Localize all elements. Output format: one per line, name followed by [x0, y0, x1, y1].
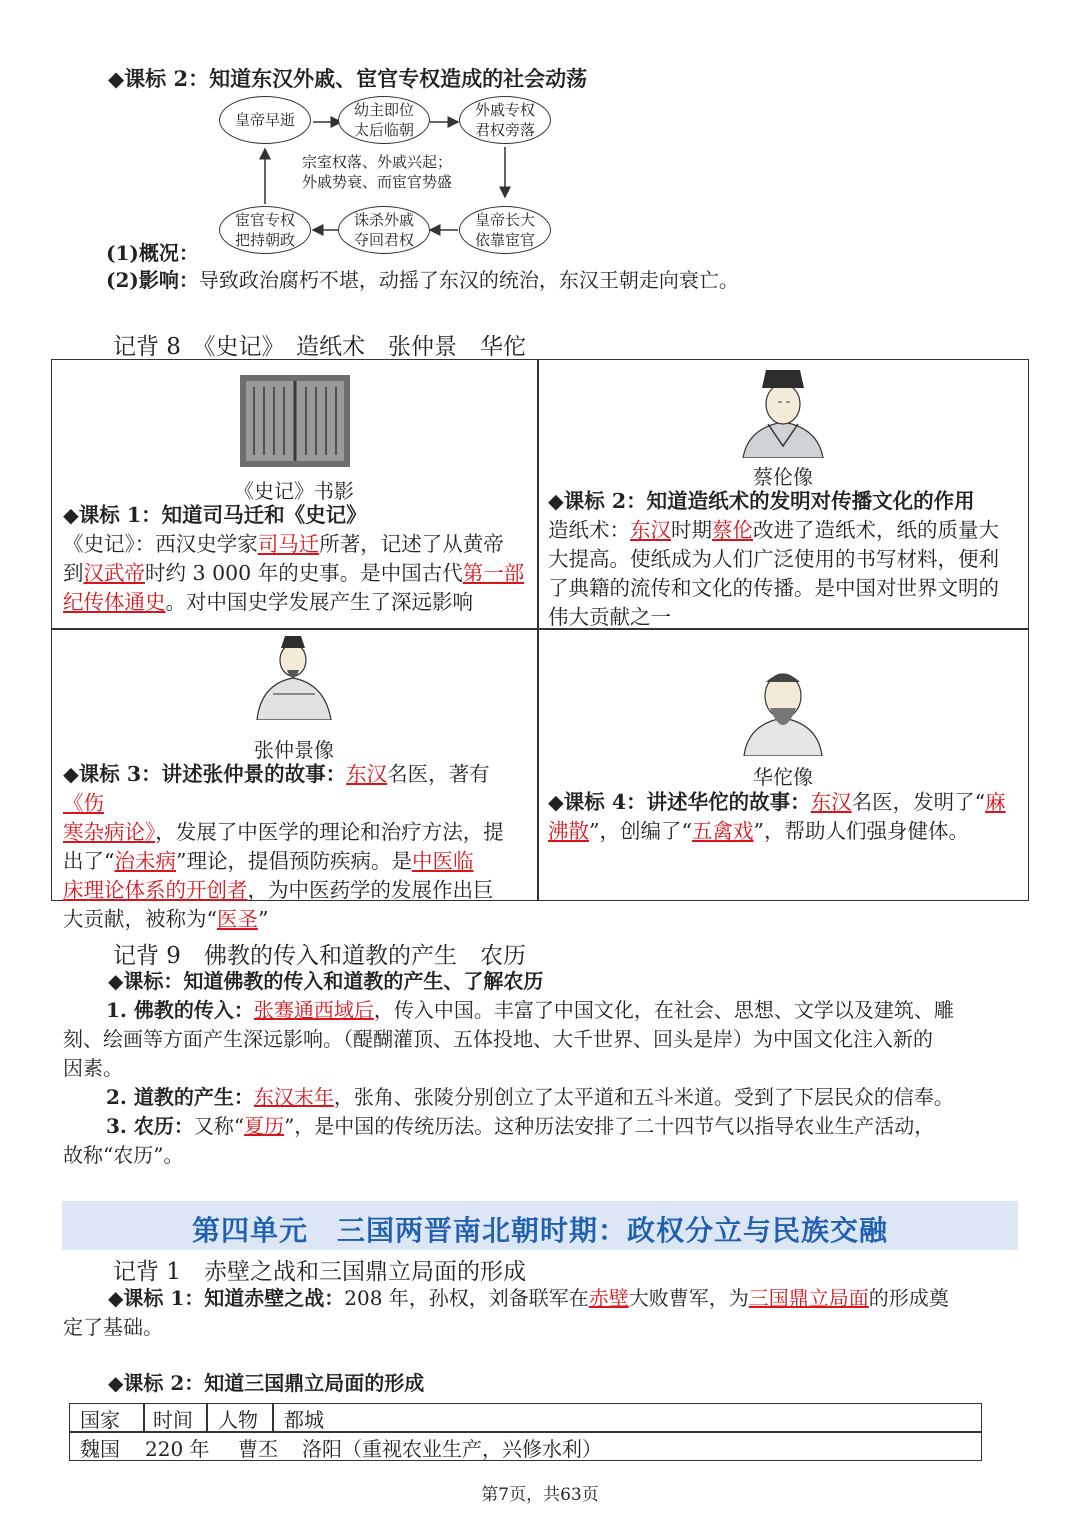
flow-node-eunuch-power: 宦官专权 把持朝政 — [219, 206, 311, 254]
flow-center-text: 宗室权落、外戚兴起； 外戚势衰、而宦官势盛 — [302, 153, 453, 191]
flow-node-emperor-dies: 皇帝早逝 — [219, 96, 311, 144]
table-cell-capital: 洛阳（重视农业生产，兴修水利） — [302, 1437, 602, 1461]
shiji-caption: 《史记》书影 — [234, 479, 354, 503]
memo9-body: 1. 佛教的传入：张骞通西域后，传入中国。丰富了中国文化，在社会、思想、文学以及建筑、雕 刻、绘画等方面产生深远影响。（醍醐灌顶、五体投地、大千世界、回头是岸）为中国文化注入新的 因素。 2. 道教的产生：东汉末年，张角、张陵分别创立了太平道和五斗米道。受到了下层民众的信奉。 3. 农历：又称“夏历”，是中国的传统历法。这种历法安排了二十四节气以指导农业生产活动， 故称“农历”。 — [63, 998, 954, 1167]
table-header-person: 人物 — [218, 1408, 258, 1432]
flow-node-kill-consorts: 诛杀外戚 夺回君权 — [338, 206, 430, 254]
unit4-k2-heading: ◆课标 2：知道三国鼎立局面的形成 — [108, 1371, 425, 1395]
table-header-time: 时间 — [153, 1408, 193, 1432]
flow-node-young-ruler: 幼主即位 太后临朝 — [338, 96, 430, 144]
flow-node-emperor-grows: 皇帝长大 依靠宦官 — [459, 206, 551, 254]
table-header-country: 国家 — [80, 1408, 120, 1432]
cell2-body: 造纸术：东汉时期蔡伦改进了造纸术，纸的质量大 大提高。使纸成为人们广泛使用的书写材料，便利 了典籍的流传和文化的传播。是中国对世界文明的 伟大贡献之一 — [548, 518, 999, 629]
page-footer: 第7页，共63页 — [481, 1485, 599, 1505]
impact-line: (2)影响：导致政治腐朽不堪，动摇了东汉的统治，东汉王朝走向衰亡。 — [106, 268, 739, 292]
zhang-zhongjing-portrait — [253, 634, 335, 720]
flow-node-consort-power: 外戚专权 君权旁落 — [459, 96, 551, 144]
cell1-heading: ◆课标 1：知道司马迁和《史记》 — [63, 503, 367, 527]
cell3-body: ◆课标 3：讲述张仲景的故事：东汉名医，著有《伤 寒杂病论》，发展了中医学的理论和治疗方法，提 出了“治未病”理论，提倡预防疾病。是中医临 床理论体系的开创者，为中医药学的发展作出巨 大贡献，被称为“医圣” — [63, 762, 504, 931]
unit4-title: 第四单元 三国两晋南北朝时期：政权分立与民族交融 — [191, 1214, 888, 1247]
memo9-heading: ◆课标：知道佛教的传入和道教的产生、了解农历 — [108, 969, 544, 993]
cell1-body: 《史记》：西汉史学家司马迁所著，记述了从黄帝 到汉武帝时约 3 000 年的史事。是中国古代第一部 纪传体通史。对中国史学发展产生了深远影响 — [63, 532, 525, 614]
cai-lun-portrait — [738, 366, 828, 458]
section-heading: ◆课标 2：知道东汉外戚、宦官专权造成的社会动荡 — [108, 66, 588, 91]
table-cell-country: 魏国 — [80, 1437, 120, 1461]
table-cell-time: 220 年 — [145, 1437, 210, 1461]
overview-label: (1)概况： — [106, 241, 199, 265]
hua-tuo-caption: 华佗像 — [753, 765, 813, 789]
memo9-title: 记背 9 佛教的传入和道教的产生 农历 — [113, 943, 526, 969]
shiji-book-image — [240, 375, 350, 467]
zhang-zhongjing-caption: 张仲景像 — [254, 738, 334, 762]
unit4-k1: ◆课标 1：知道赤壁之战：208 年，孙权，刘备联军在赤壁大败曹军，为三国鼎立局面的形成奠 定了基础。 — [63, 1286, 949, 1339]
table-header-capital: 都城 — [284, 1408, 324, 1432]
cell4-body: ◆课标 4：讲述华佗的故事：东汉名医，发明了“麻 沸散”，创编了“五禽戏”，帮助人们强身健体。 — [548, 790, 1006, 843]
unit4-banner — [62, 1201, 1018, 1250]
hua-tuo-portrait — [740, 664, 826, 756]
table-cell-person: 曹丕 — [238, 1437, 278, 1461]
memo8-title: 记背 8 《史记》 造纸术 张仲景 华佗 — [113, 334, 526, 360]
cell2-heading: ◆课标 2：知道造纸术的发明对传播文化的作用 — [548, 489, 975, 513]
cai-lun-caption: 蔡伦像 — [753, 465, 813, 489]
unit4-memo1-title: 记背 1 赤壁之战和三国鼎立局面的形成 — [113, 1259, 526, 1285]
